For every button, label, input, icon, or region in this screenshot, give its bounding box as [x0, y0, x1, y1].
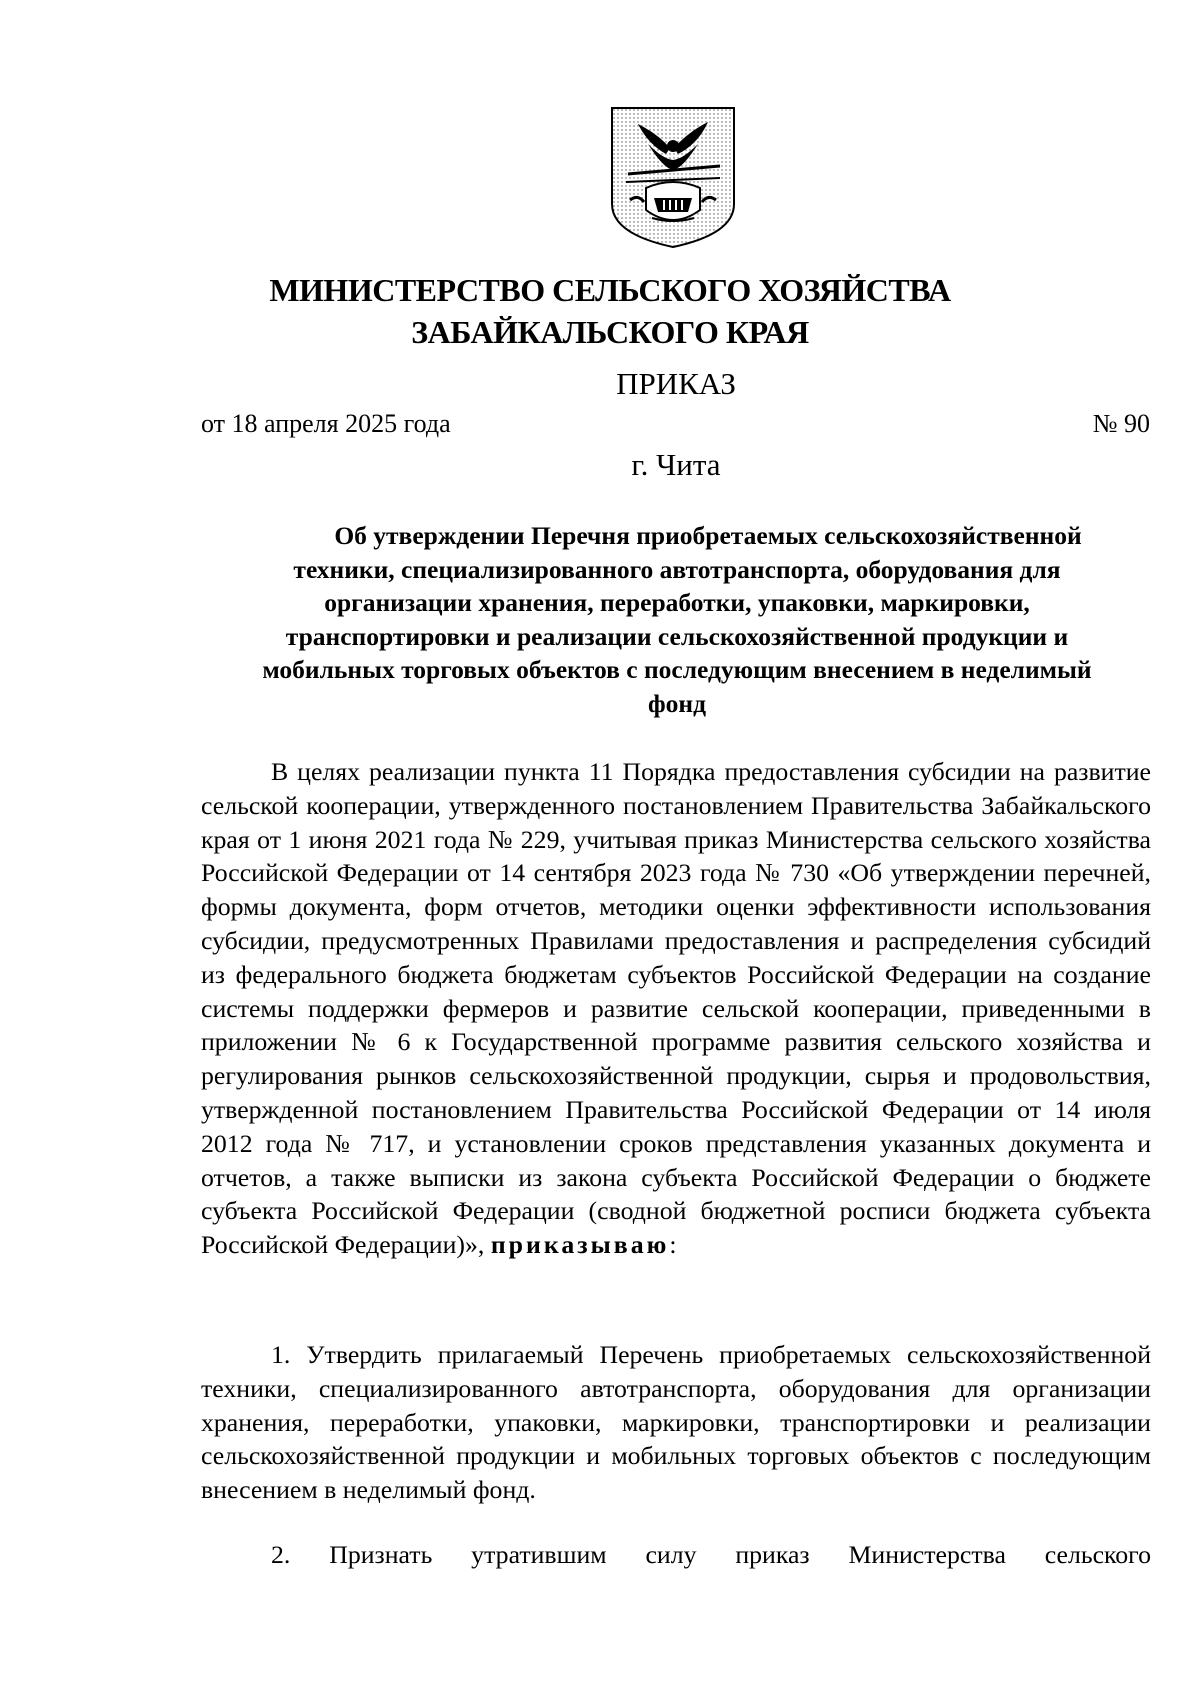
item-1-text: 1. Утвердить прилагаемый Перечень приобретаемых сельскохозяйственной техники, специализированного автотранспорта, оборудования для организации хранения, переработки, упаковки, маркировки, транспортировки и реализации сельскохозяйственной продукции и мобильных торговых объектов с последующим внесением в неделимый фонд.: [201, 1340, 1151, 1505]
ministry-name-line2: ЗАБАЙКАЛЬСКОГО КРАЯ: [411, 314, 809, 350]
document-type: ПРИКАЗ: [616, 366, 736, 401]
item-1-paragraph: [201, 1338, 1151, 1507]
document-number: № 90: [1092, 409, 1150, 438]
title-rest: техники, специализированного автотранспорта, оборудования для организации хранения, переработки, упаковки, маркировки, транспортировки и реализации сельскохозяйственной продукции и мобильных торговых объектов с последующим внесением в неделимый фонд: [262, 554, 1092, 718]
document-date: от 18 апреля 2025 года: [201, 409, 451, 438]
preamble-text: В целях реализации пункта 11 Порядка предоставления субсидии на развитие сельской кооперации, утвержденного постановлением Правительства Забайкальского края от 1 июня 2021 года № 229, учитывая приказ Министерства сельского хозяйства Российской Федерации от 14 сентября 2023 года № 730 «Об утверждении перечней, формы документа, форм отчетов, методики оценки эффективности использования субсидии, предусмотренных Правилами предоставления и распределения субсидий из федерального бюджета бюджетам субъектов Российской Федерации на создание системы поддержки фермеров и развитие сельской кооперации, приведенными в приложении № 6 к Государственной программе развития сельского хозяйства и регулирования рынков сельскохозяйственной продукции, сырья и продовольствия, утвержденной постановлением Правительства Российской Федерации от 14 июля 2012 года № 717, и установлении сроков представления указанных документа и отчетов, а также выписки из закона субъекта Российской Федерации о бюджете субъекта Российской Федерации (сводной бюджетной росписи бюджета субъекта Российской Федерации)»,: [201, 757, 1151, 1260]
item-2-text: 2. Признать утратившим силу приказ Министерства сельского: [271, 1540, 1151, 1569]
coat-of-arms-icon: [608, 104, 738, 250]
item-2-paragraph: [201, 1538, 1151, 1572]
order-word: приказываю: [490, 1230, 670, 1260]
order-colon: :: [669, 1230, 677, 1260]
ministry-name-line1: МИНИСТЕРСТВО СЕЛЬСКОГО ХОЗЯЙСТВА: [269, 272, 951, 308]
document-title: [232, 519, 1122, 720]
preamble-paragraph: [201, 755, 1151, 1262]
title-line1: Об утверждении Перечня приобретаемых сельскохозяйственной: [334, 521, 1082, 550]
document-city: г. Чита: [631, 447, 721, 482]
